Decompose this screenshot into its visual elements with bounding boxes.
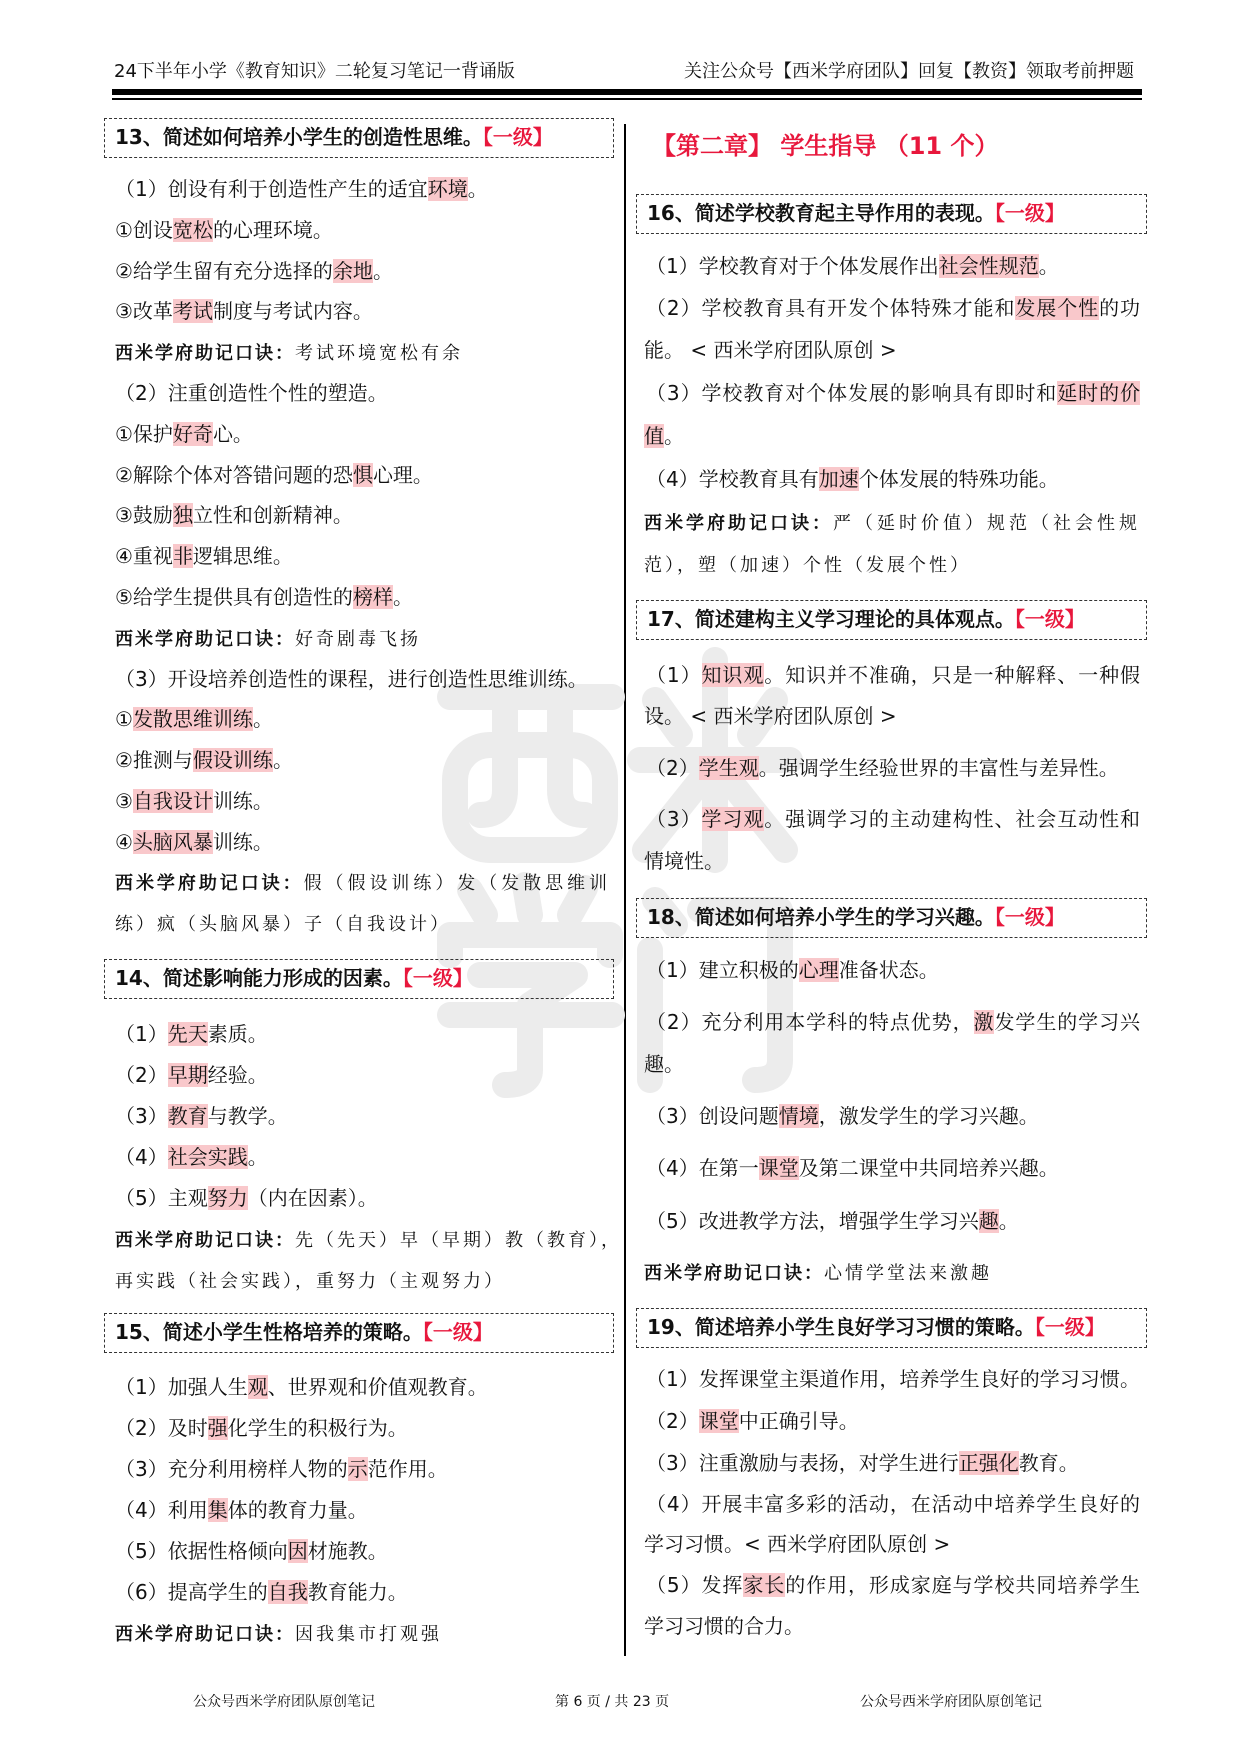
- item-text: 的作用，形成家庭与学校共同培养学生: [785, 1573, 1141, 1597]
- item-text: 制度与考试内容。: [212, 299, 373, 323]
- level-tag: 【一级】: [1034, 1315, 1105, 1339]
- item-text: 。: [392, 585, 413, 609]
- header-promo: 关注公众号【西米学府团队】回复【教资】领取考前押题: [684, 61, 1134, 82]
- item-text: 素质。: [207, 1022, 268, 1046]
- list-item: [115, 1449, 448, 1489]
- list-item: [115, 536, 293, 576]
- list-item: [644, 1044, 684, 1084]
- highlighted-keyword: 社会性规范: [938, 254, 1039, 278]
- item-text: （3）开设培养创造性的课程，进行创造性思维训练。: [115, 667, 588, 691]
- list-item: [115, 1137, 268, 1177]
- list-item: [646, 655, 1140, 695]
- highlighted-keyword: 努力: [207, 1186, 248, 1210]
- list-item: [646, 246, 1059, 286]
- list-item: [644, 330, 897, 370]
- item-text: 教育。: [1018, 1451, 1079, 1475]
- highlighted-keyword: 心理: [798, 958, 839, 982]
- mnemonic-line: [644, 1252, 992, 1292]
- mnemonic-label: 西米学府助记口诀：: [644, 513, 833, 534]
- question-heading: [104, 959, 614, 999]
- item-text: 材施教。: [307, 1539, 388, 1563]
- item-text: （6）提高学生的: [115, 1580, 268, 1604]
- item-text: 化学生的积极行为。: [227, 1416, 408, 1440]
- list-item: [646, 1201, 1019, 1241]
- question-heading: [104, 118, 614, 158]
- list-item: [646, 799, 1140, 839]
- highlighted-keyword: 值: [644, 424, 664, 448]
- item-text: 训练。: [212, 830, 273, 854]
- item-text: （4）: [115, 1145, 168, 1169]
- list-item: [644, 1606, 804, 1646]
- footer-left: 公众号西米学府团队原创笔记: [193, 1694, 375, 1710]
- level-tag: 【一级】: [994, 201, 1065, 225]
- item-text: （5）发挥: [646, 1573, 744, 1597]
- list-item: [115, 169, 488, 209]
- highlighted-keyword: 激: [973, 1010, 995, 1034]
- item-text: （5）主观: [115, 1186, 208, 1210]
- item-text: 。: [1038, 254, 1059, 278]
- highlighted-keyword: 宽松: [172, 218, 213, 242]
- mnemonic-text: 再实践（社会实践），重努力（主观努力）: [115, 1271, 505, 1292]
- question-title: 17、简述建构主义学习理论的具体观点。: [647, 607, 1015, 631]
- highlighted-keyword: 学习观: [701, 807, 765, 831]
- watermark-stroke: [505, 1005, 530, 1085]
- list-item: [115, 699, 273, 739]
- list-item: [646, 1401, 859, 1441]
- item-text: （2）及时: [115, 1416, 208, 1440]
- highlighted-keyword: 因: [287, 1539, 308, 1563]
- item-text: ②解除个体对答错问题的恐: [115, 463, 353, 487]
- question-title: 13、简述如何培养小学生的创造性思维。: [115, 125, 483, 149]
- highlighted-keyword: 趣: [978, 1209, 999, 1233]
- item-text: （3）注重激励与表扬，对学生进行: [646, 1451, 959, 1475]
- level-tag: 【一级】: [422, 1320, 493, 1344]
- item-text: （3）学校教育对个体发展的影响具有即时和: [646, 381, 1058, 405]
- highlighted-keyword: 早期: [167, 1063, 208, 1087]
- list-item: [646, 950, 939, 990]
- item-text: 范作用。: [367, 1457, 448, 1481]
- mnemonic-text: 心情学堂法来激趣: [824, 1263, 992, 1284]
- list-item: [646, 1565, 1140, 1605]
- mnemonic-text: 练）疯（头脑风暴）子（自我设计）: [115, 914, 451, 935]
- item-text: （1）: [646, 663, 702, 687]
- item-text: （2）注重创造性个性的塑造。: [115, 381, 388, 405]
- chapter-title: 【第二章】 学生指导 （11 个）: [652, 132, 999, 160]
- mnemonic-label: 西米学府助记口诀：: [115, 873, 304, 894]
- watermark-stroke: [480, 697, 505, 815]
- list-item: [115, 414, 253, 454]
- item-text: 设。 < 西米学府团队原创 >: [644, 704, 897, 728]
- list-item: [646, 748, 1119, 788]
- item-text: （1）学校教育对于个体发展作出: [646, 254, 939, 278]
- item-text: 教育能力。: [307, 1580, 408, 1604]
- list-item: [646, 1096, 1039, 1136]
- header-rule-thin: [112, 98, 1142, 100]
- footer-page-number: 第 6 页 / 共 23 页: [555, 1694, 670, 1710]
- item-text: 、世界观和价值观教育。: [267, 1375, 488, 1399]
- list-item: [115, 1408, 408, 1448]
- list-item: [115, 659, 588, 699]
- list-item: [115, 455, 433, 495]
- item-text: （1）: [115, 1022, 168, 1046]
- list-item: [646, 1002, 1140, 1042]
- mnemonic-label: 西米学府助记口诀：: [115, 343, 295, 364]
- item-text: 体的教育力量。: [227, 1498, 368, 1522]
- mnemonic-text: 好奇剧毒飞扬: [295, 629, 421, 650]
- mnemonic-text: 考试环境宽松有余: [295, 343, 463, 364]
- item-text: ①: [115, 707, 133, 731]
- item-text: 学习习惯。< 西米学府团队原创 >: [644, 1532, 951, 1556]
- mnemonic-line: [115, 618, 421, 658]
- item-text: （1）建立积极的: [646, 958, 799, 982]
- question-heading: [636, 1308, 1147, 1348]
- item-text: 情境性。: [644, 849, 724, 873]
- highlighted-keyword: 考试: [172, 299, 213, 323]
- highlighted-keyword: 学生观: [698, 756, 759, 780]
- item-text: ，激发学生的学习兴趣。: [818, 1104, 1039, 1128]
- item-text: 中正确引导。: [738, 1409, 859, 1433]
- item-text: 。: [998, 1209, 1019, 1233]
- mnemonic-label: 西米学府助记口诀：: [644, 1263, 824, 1284]
- highlighted-keyword: 发展个性: [1015, 296, 1100, 320]
- list-item: [646, 1148, 1059, 1188]
- mnemonic-text: 先（先天）早（早期）教（教育），: [295, 1230, 622, 1251]
- list-item: [115, 577, 413, 617]
- item-text: 准备状态。: [838, 958, 939, 982]
- question-heading: [636, 600, 1147, 640]
- question-heading: [636, 898, 1147, 938]
- item-text: 心。: [212, 422, 253, 446]
- highlighted-keyword: 假设训练: [192, 748, 273, 772]
- highlighted-keyword: 自我: [267, 1580, 308, 1604]
- list-item: [115, 1572, 408, 1612]
- question-title: 19、简述培养小学生良好学习习惯的策略。: [647, 1315, 1035, 1339]
- item-text: ③: [115, 789, 133, 813]
- item-text: （4）开展丰富多彩的活动，在活动中培养学生良好的: [646, 1492, 1140, 1516]
- highlighted-keyword: 正强化: [958, 1451, 1019, 1475]
- item-text: 个体发展的特殊功能。: [858, 467, 1059, 491]
- level-tag: 【一级】: [482, 125, 553, 149]
- item-text: （2）: [646, 1409, 699, 1433]
- item-text: 。知识并不准确，只是一种解释、一种假: [764, 663, 1140, 687]
- item-text: （5）改进教学方法，增强学生学习兴: [646, 1209, 979, 1233]
- list-item: [115, 822, 273, 862]
- item-text: ⑤给学生提供具有创造性的: [115, 585, 353, 609]
- highlighted-keyword: 惧: [352, 463, 373, 487]
- mnemonic-label: 西米学府助记口诀：: [115, 1230, 295, 1251]
- item-text: （3）: [115, 1104, 168, 1128]
- question-heading: [104, 1313, 614, 1353]
- list-item: [115, 373, 388, 413]
- level-tag: 【一级】: [1014, 607, 1085, 631]
- item-text: （2）学校教育具有开发个体特殊才能和: [646, 296, 1016, 320]
- watermark-stroke: [455, 745, 605, 850]
- question-title: 18、简述如何培养小学生的学习兴趣。: [647, 905, 995, 929]
- highlighted-keyword: 课堂: [698, 1409, 739, 1433]
- list-item: [644, 841, 724, 881]
- mnemonic-text: 严（延时价值）规范（社会性规: [833, 513, 1140, 534]
- level-tag: 【一级】: [402, 966, 473, 990]
- mnemonic-text: 范），塑（加速）个性（发展个性）: [644, 555, 971, 576]
- item-text: ④重视: [115, 544, 173, 568]
- highlighted-keyword: 强: [207, 1416, 228, 1440]
- list-item: [115, 210, 333, 250]
- item-text: ②给学生留有充分选择的: [115, 259, 333, 283]
- list-item: [115, 1014, 268, 1054]
- mnemonic-line: [115, 1613, 442, 1653]
- item-text: （4）利用: [115, 1498, 208, 1522]
- highlighted-keyword: 知识观: [701, 663, 765, 687]
- question-heading: [636, 194, 1147, 234]
- watermark-stroke: [560, 697, 585, 815]
- item-text: （1）创设有利于创造性产生的适宜: [115, 177, 428, 201]
- item-text: 。: [252, 707, 273, 731]
- highlighted-keyword: 延时的价: [1057, 381, 1140, 405]
- list-item: [644, 696, 897, 736]
- list-item: [646, 373, 1140, 413]
- highlighted-keyword: 环境: [427, 177, 468, 201]
- mnemonic-line: [115, 1219, 622, 1259]
- question-title: 16、简述学校教育起主导作用的表现。: [647, 201, 995, 225]
- highlighted-keyword: 观: [247, 1375, 268, 1399]
- footer-right: 公众号西米学府团队原创笔记: [860, 1694, 1042, 1710]
- item-text: 能。 < 西米学府团队原创 >: [644, 338, 897, 362]
- item-text: 训练。: [212, 789, 273, 813]
- list-item: [646, 459, 1059, 499]
- list-item: [115, 1055, 268, 1095]
- item-text: （3）创设问题: [646, 1104, 779, 1128]
- list-item: [115, 1490, 368, 1530]
- list-item: [646, 1443, 1079, 1483]
- mnemonic-line: [115, 862, 610, 902]
- highlighted-keyword: 独: [172, 503, 193, 527]
- item-text: ①保护: [115, 422, 173, 446]
- list-item: [644, 1524, 950, 1564]
- watermark-stroke: [450, 935, 610, 955]
- item-text: 学习习惯的合力。: [644, 1614, 804, 1638]
- item-text: （3）: [646, 807, 702, 831]
- list-item: [646, 1359, 1140, 1399]
- list-item: [115, 1531, 388, 1571]
- item-text: 立性和创新精神。: [192, 503, 353, 527]
- header-title: 24下半年小学《教育知识》二轮复习笔记一背诵版: [114, 61, 515, 82]
- question-title: 14、简述影响能力形成的因素。: [115, 966, 403, 990]
- item-text: 发学生的学习兴: [994, 1010, 1141, 1034]
- item-text: （3）充分利用榜样人物的: [115, 1457, 348, 1481]
- item-text: 与教学。: [207, 1104, 288, 1128]
- question-title: 15、简述小学生性格培养的策略。: [115, 1320, 423, 1344]
- item-text: （5）依据性格倾向: [115, 1539, 288, 1563]
- item-text: 趣。: [644, 1052, 684, 1076]
- level-tag: 【一级】: [994, 905, 1065, 929]
- mnemonic-text: 假（假设训练）发（发散思维训: [303, 873, 611, 894]
- mnemonic-line: [115, 1260, 505, 1300]
- highlighted-keyword: 社会实践: [167, 1145, 248, 1169]
- list-item: [115, 1178, 378, 1218]
- item-text: 逻辑思维。: [192, 544, 293, 568]
- item-text: 及第二课堂中共同培养兴趣。: [798, 1156, 1059, 1180]
- column-divider: [624, 124, 626, 1656]
- item-text: ①创设: [115, 218, 173, 242]
- highlighted-keyword: 先天: [167, 1022, 208, 1046]
- item-text: ③改革: [115, 299, 173, 323]
- highlighted-keyword: 余地: [332, 259, 373, 283]
- list-item: [644, 416, 684, 456]
- mnemonic-line: [644, 544, 971, 584]
- item-text: 。强调学生经验世界的丰富性与差异性。: [758, 756, 1119, 780]
- highlighted-keyword: 头脑风暴: [132, 830, 213, 854]
- highlighted-keyword: 自我设计: [132, 789, 213, 813]
- item-text: （4）学校教育具有: [646, 467, 819, 491]
- item-text: 的功: [1099, 296, 1141, 320]
- highlighted-keyword: 情境: [778, 1104, 819, 1128]
- item-text: 。: [247, 1145, 268, 1169]
- item-text: 心理。: [372, 463, 433, 487]
- item-text: ④: [115, 830, 133, 854]
- list-item: [115, 251, 393, 291]
- highlighted-keyword: 集: [207, 1498, 228, 1522]
- item-text: 。: [467, 177, 488, 201]
- item-text: 。: [664, 424, 684, 448]
- mnemonic-line: [644, 502, 1140, 542]
- item-text: （1）加强人生: [115, 1375, 248, 1399]
- highlighted-keyword: 榜样: [352, 585, 393, 609]
- mnemonic-line: [115, 903, 451, 943]
- item-text: （2）: [646, 756, 699, 780]
- mnemonic-label: 西米学府助记口诀：: [115, 1624, 295, 1645]
- item-text: 。: [272, 748, 293, 772]
- item-text: （1）发挥课堂主渠道作用，培养学生良好的学习习惯。: [646, 1367, 1140, 1391]
- item-text: 。强调学习的主动建构性、社会互动性和: [764, 807, 1140, 831]
- header-rule-thick: [112, 89, 1142, 95]
- list-item: [115, 781, 273, 821]
- list-item: [646, 288, 1140, 328]
- item-text: （4）在第一: [646, 1156, 759, 1180]
- highlighted-keyword: 家长: [743, 1573, 786, 1597]
- item-text: 的心理环境。: [212, 218, 333, 242]
- mnemonic-text: 因我集市打观强: [295, 1624, 442, 1645]
- highlighted-keyword: 加速: [818, 467, 859, 491]
- item-text: ②推测与: [115, 748, 193, 772]
- item-text: 。: [372, 259, 393, 283]
- highlighted-keyword: 发散思维训练: [132, 707, 253, 731]
- highlighted-keyword: 示: [347, 1457, 368, 1481]
- item-text: ③鼓励: [115, 503, 173, 527]
- highlighted-keyword: 课堂: [758, 1156, 799, 1180]
- item-text: （内在因素）。: [247, 1186, 378, 1210]
- list-item: [115, 740, 293, 780]
- highlighted-keyword: 非: [172, 544, 193, 568]
- highlighted-keyword: 好奇: [172, 422, 213, 446]
- list-item: [115, 1096, 288, 1136]
- item-text: （2）充分利用本学科的特点优势，: [646, 1010, 974, 1034]
- mnemonic-line: [115, 332, 463, 372]
- item-text: 经验。: [207, 1063, 268, 1087]
- list-item: [646, 1484, 1140, 1524]
- highlighted-keyword: 教育: [167, 1104, 208, 1128]
- list-item: [115, 495, 353, 535]
- list-item: [115, 1367, 488, 1407]
- list-item: [115, 291, 373, 331]
- item-text: （2）: [115, 1063, 168, 1087]
- mnemonic-label: 西米学府助记口诀：: [115, 629, 295, 650]
